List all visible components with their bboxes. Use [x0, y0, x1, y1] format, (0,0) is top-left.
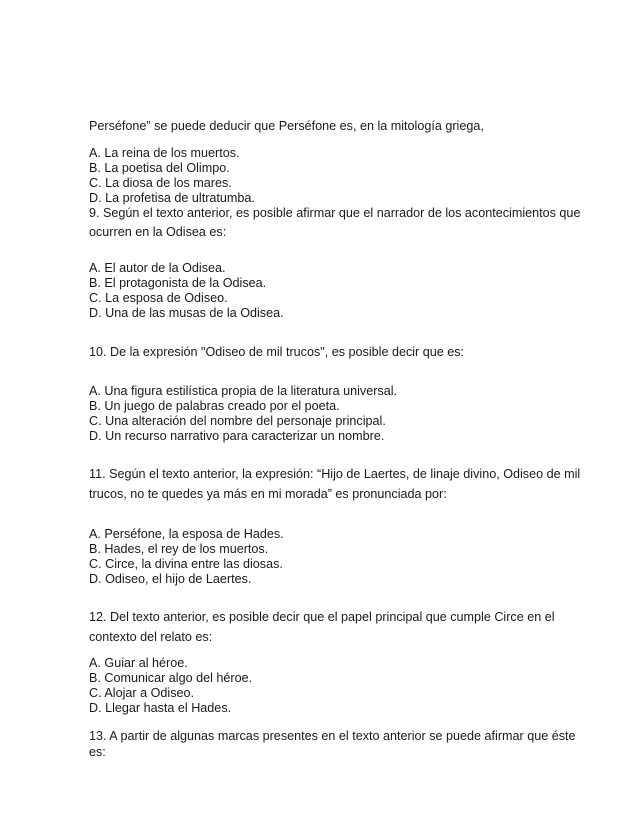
question-13: 13. A partir de algunas marcas presentes en el texto anterior se puede afirmar que éste [89, 729, 576, 743]
option-d: D. La profetisa de ultratumba. [89, 191, 255, 205]
option-b: B. La poetisa del Olimpo. [89, 161, 230, 175]
question-12-cont: contexto del relato es: [89, 630, 213, 644]
q11-option-c: C. Circe, la divina entre las diosas. [89, 557, 283, 571]
q9-option-a: A. El autor de la Odisea. [89, 261, 226, 275]
question-11: 11. Según el texto anterior, la expresión: “Hijo de Laertes, de linaje divino, Odiseo de mil [89, 467, 581, 481]
q12-option-a: A. Guiar al héroe. [89, 656, 188, 670]
question-12: 12. Del texto anterior, es posible decir que el papel principal que cumple Circe en el [89, 610, 555, 624]
option-a: A. La reina de los muertos. [89, 146, 240, 160]
q12-option-c: C. Alojar a Odiseo. [89, 686, 194, 700]
intro-text: Perséfone” se puede deducir que Perséfone es, en la mitología griega, [89, 119, 484, 133]
q10-option-b: B. Un juego de palabras creado por el poeta. [89, 399, 340, 413]
q12-option-b: B. Comunicar algo del héroe. [89, 671, 253, 685]
q11-option-b: B. Hades, el rey de los muertos. [89, 542, 269, 556]
q12-option-d: D. Llegar hasta el Hades. [89, 701, 232, 715]
q11-option-a: A. Perséfone, la esposa de Hades. [89, 527, 284, 541]
q11-option-d: D. Odiseo, el hijo de Laertes. [89, 572, 252, 586]
question-9: 9. Según el texto anterior, es posible afirmar que el narrador de los acontecimientos que [89, 206, 581, 220]
q10-option-d: D. Un recurso narrativo para caracterizar un nombre. [89, 429, 385, 443]
q9-option-b: B. El protagonista de la Odisea. [89, 276, 267, 290]
question-11-cont: trucos, no te quedes ya más en mi morada” es pronunciada por: [89, 487, 447, 501]
question-13-cont: es: [89, 745, 106, 759]
q9-option-c: C. La esposa de Odiseo. [89, 291, 228, 305]
question-10: 10. De la expresión "Odiseo de mil trucos", es posible decir que es: [89, 345, 465, 359]
option-c: C. La diosa de los mares. [89, 176, 232, 190]
q9-option-d: D. Una de las musas de la Odisea. [89, 306, 284, 320]
question-9-cont: ocurren en la Odisea es: [89, 225, 227, 239]
q10-option-c: C. Una alteración del nombre del personaje principal. [89, 414, 386, 428]
q10-option-a: A. Una figura estilística propia de la literatura universal. [89, 384, 397, 398]
